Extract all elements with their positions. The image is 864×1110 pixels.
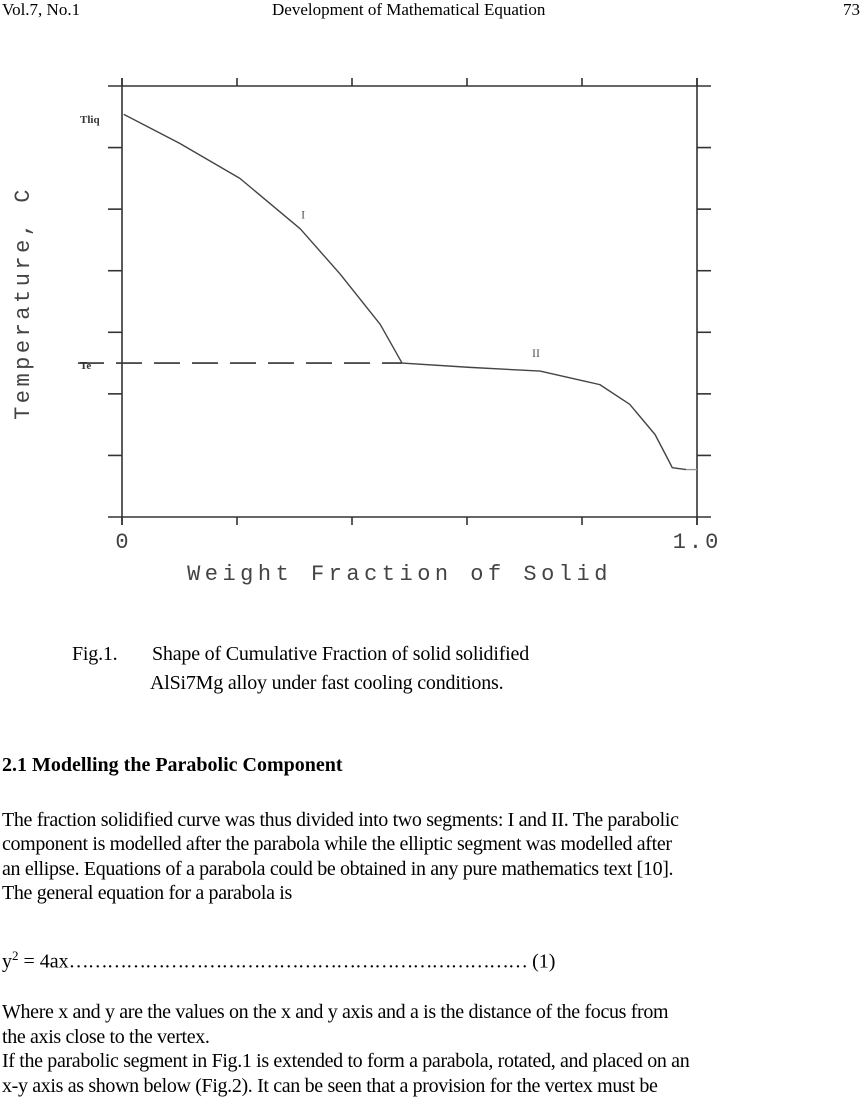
figure-caption-line1: Shape of Cumulative Fraction of solid solidified	[152, 643, 530, 665]
equation-number: (1)	[527, 950, 556, 973]
figure-caption-line2: AlSi7Mg alloy under fast cooling conditions.	[150, 672, 504, 694]
data-lines	[78, 114, 697, 469]
paragraph2-line: Where x and y are the values on the x and y axis and a is the distance of the focus from	[2, 1001, 669, 1023]
y-reference-label-tliq: Tliq	[80, 113, 100, 126]
x-tick-label: 1.0	[672, 530, 722, 555]
series-II-line	[402, 363, 686, 470]
header-title: Development of Mathematical Equation	[272, 0, 546, 19]
header-page-number: 73	[843, 0, 860, 19]
y-axis-label: Temperature, C	[11, 186, 36, 420]
plot-frame	[108, 78, 711, 525]
segment-label-i: I	[301, 207, 306, 222]
chart-labels	[11, 114, 721, 587]
equation-lhs-base: y	[2, 950, 12, 973]
equation-leaders: ………………………………………………………………	[68, 950, 528, 973]
x-axis-label: Weight Fraction of Solid	[187, 562, 612, 587]
paragraph1-line: an ellipse. Equations of a parabola could be obtained in any pure mathematics text [10].	[2, 858, 674, 880]
x-tick-label: 0	[115, 530, 129, 555]
paragraph1-line: The general equation for a parabola is	[2, 882, 292, 904]
header-volume: Vol.7, No.1	[2, 0, 81, 19]
section-heading: 2.1 Modelling the Parabolic Component	[2, 754, 343, 776]
equation-1	[2, 948, 555, 974]
paragraph2-line: the axis close to the vertex.	[2, 1026, 210, 1048]
segment-label-ii: II	[532, 345, 540, 360]
figure-caption-label: Fig.1.	[72, 643, 118, 665]
paragraph2-line: x-y axis as shown below (Fig.2). It can be seen that a provision for the vertex must be	[2, 1075, 658, 1097]
paragraph1-line: The fraction solidified curve was thus divided into two segments: I and II. The parabolic	[2, 809, 679, 831]
series-I-line	[124, 114, 402, 363]
equation-lhs-exponent: 2	[12, 948, 19, 963]
paragraph1-line: component is modelled after the parabola while the elliptic segment was modelled after	[2, 833, 672, 855]
paragraph2-line: If the parabolic segment in Fig.1 is extended to form a parabola, rotated, and placed on an	[2, 1050, 690, 1072]
y-reference-label-te: Te	[80, 360, 92, 373]
figure-1-chart	[0, 60, 864, 600]
equation-rhs: = 4ax	[18, 950, 69, 973]
axis-ticks	[108, 78, 711, 525]
